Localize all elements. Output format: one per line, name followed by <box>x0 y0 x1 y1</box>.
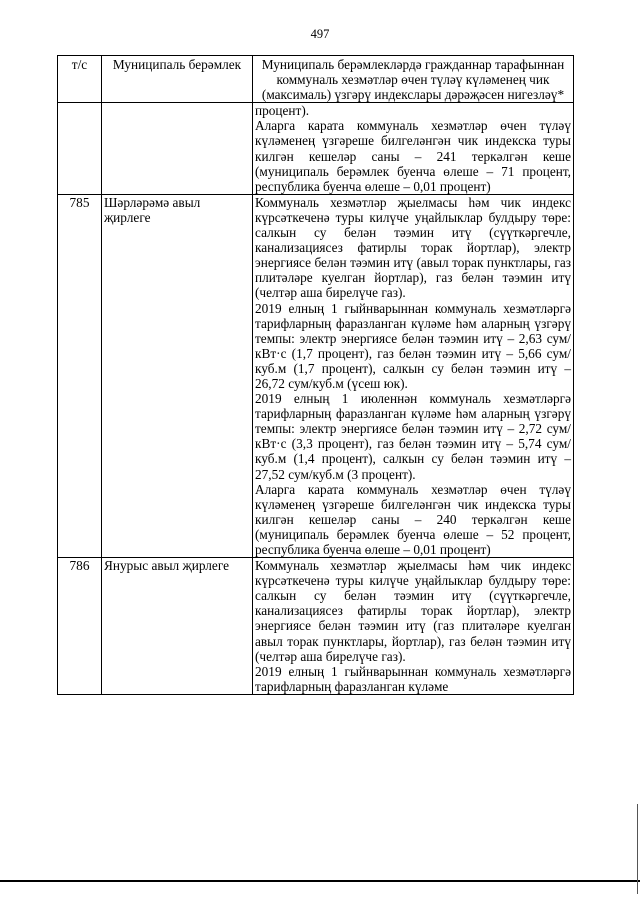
continuation-municipality-cell <box>102 103 253 195</box>
row-paragraph: 2019 елның 1 июленнән коммуналь хезмәтләргә тарифларның фаразланган күләме һәм аларның үзгәрү темпы: электр энергиясе белән тәэмин итү – 2,72 сум/кВт·с (3,3 процент), газ белән тәэмин итү – 5,74 сум/куб.м (1,4 процент), салкын су белән тәэмин итү – 27,52 сум/куб.м (3 процент). <box>255 391 571 482</box>
row-municipality: Шәрләрәмә авыл җирлеге <box>102 194 253 557</box>
header-justification: Муниципаль берәмлекләрдә гражданнар тарафыннан коммуналь хезмәтләр өчен түләү күләменең чик (максималь) үзгәрү индекслары дәрәҗәсен нигезләү* <box>253 56 574 103</box>
row-paragraph: 2019 елның 1 гыйнварыннан коммуналь хезмәтләргә тарифларның фаразланган күләме <box>255 663 571 694</box>
row-number: 785 <box>58 194 102 557</box>
tariff-index-table <box>57 55 574 695</box>
header-municipality: Муниципаль берәмлек <box>102 56 253 103</box>
table-row-continuation <box>58 103 574 195</box>
continuation-number-cell <box>58 103 102 195</box>
row-number: 786 <box>58 558 102 695</box>
continuation-paragraph: Аларга карата коммуналь хезмәтләр өчен түләү күләменең үзгәреше билгеләнгән чик индекска туры килгән кешеләр саны – 241 теркәлгән кеше (муниципаль берәмлек буенча өлеше – 71 процент, республика буенча өлеше – 0,01 процент) <box>255 118 571 194</box>
row-paragraph: 2019 елның 1 гыйнварыннан коммуналь хезмәтләргә тарифларның фаразланган күләме һәм аларның үзгәрү темпы: электр энергиясе белән тәэмин итү – 2,63 сум/кВт·с (1,7 процент), газ белән тәэмин итү – 5,66 сум/куб.м (1,7 процент), салкын су белән тәэмин итү – 26,72 сум/куб.м (үсеш юк). <box>255 300 571 391</box>
page-number: 497 <box>310 27 330 41</box>
row-paragraph: Коммуналь хезмәтләр җыелмасы һәм чик индекс күрсәткеченә туры килүче уңайлыклар булдыру төре: салкын су белән тәэмин итү (сүүткәргечле, канализациясез фатирлы торак йортлар), электр энергиясе белән тәэмин итү (авыл торак пунктлары, газ плитәләре куелган йортлар), газ белән тәэмин итү (челтәр аша бирелүче газ). <box>255 194 571 301</box>
page-bottom-rule <box>0 880 640 882</box>
row-paragraph: Коммуналь хезмәтләр җыелмасы һәм чик индекс күрсәткеченә туры килүче уңайлыклар булдыру төре: салкын су белән тәэмин итү (сүүткәргечле, канализациясез фатирлы торак йортлар), электр энергиясе белән тәэмин итү (газ плитәләре куелган авыл торак пунктлары, йортлар), газ белән тәэмин итү (челтәр аша бирелүче газ). <box>255 558 571 664</box>
table-row <box>58 194 574 557</box>
table-header-row <box>58 56 574 103</box>
continuation-paragraph: процент). <box>255 103 310 119</box>
row-text-cell <box>253 194 574 557</box>
continuation-text-cell <box>253 103 574 195</box>
row-paragraph: Аларга карата коммуналь хезмәтләр өчен түләү күләменең үзгәреше билгеләнгән чик индекска туры килгән кешеләр саны – 240 теркәлгән кеше (муниципаль берәмлек буенча өлеше – 52 процент, республика буенча өлеше – 0,01 процент) <box>255 481 571 557</box>
row-municipality: Янурыс авыл җирлеге <box>102 558 253 695</box>
scan-margin-mark <box>637 804 638 894</box>
row-text-cell <box>253 558 574 695</box>
header-number: т/с <box>58 56 102 103</box>
table-row <box>58 558 574 695</box>
